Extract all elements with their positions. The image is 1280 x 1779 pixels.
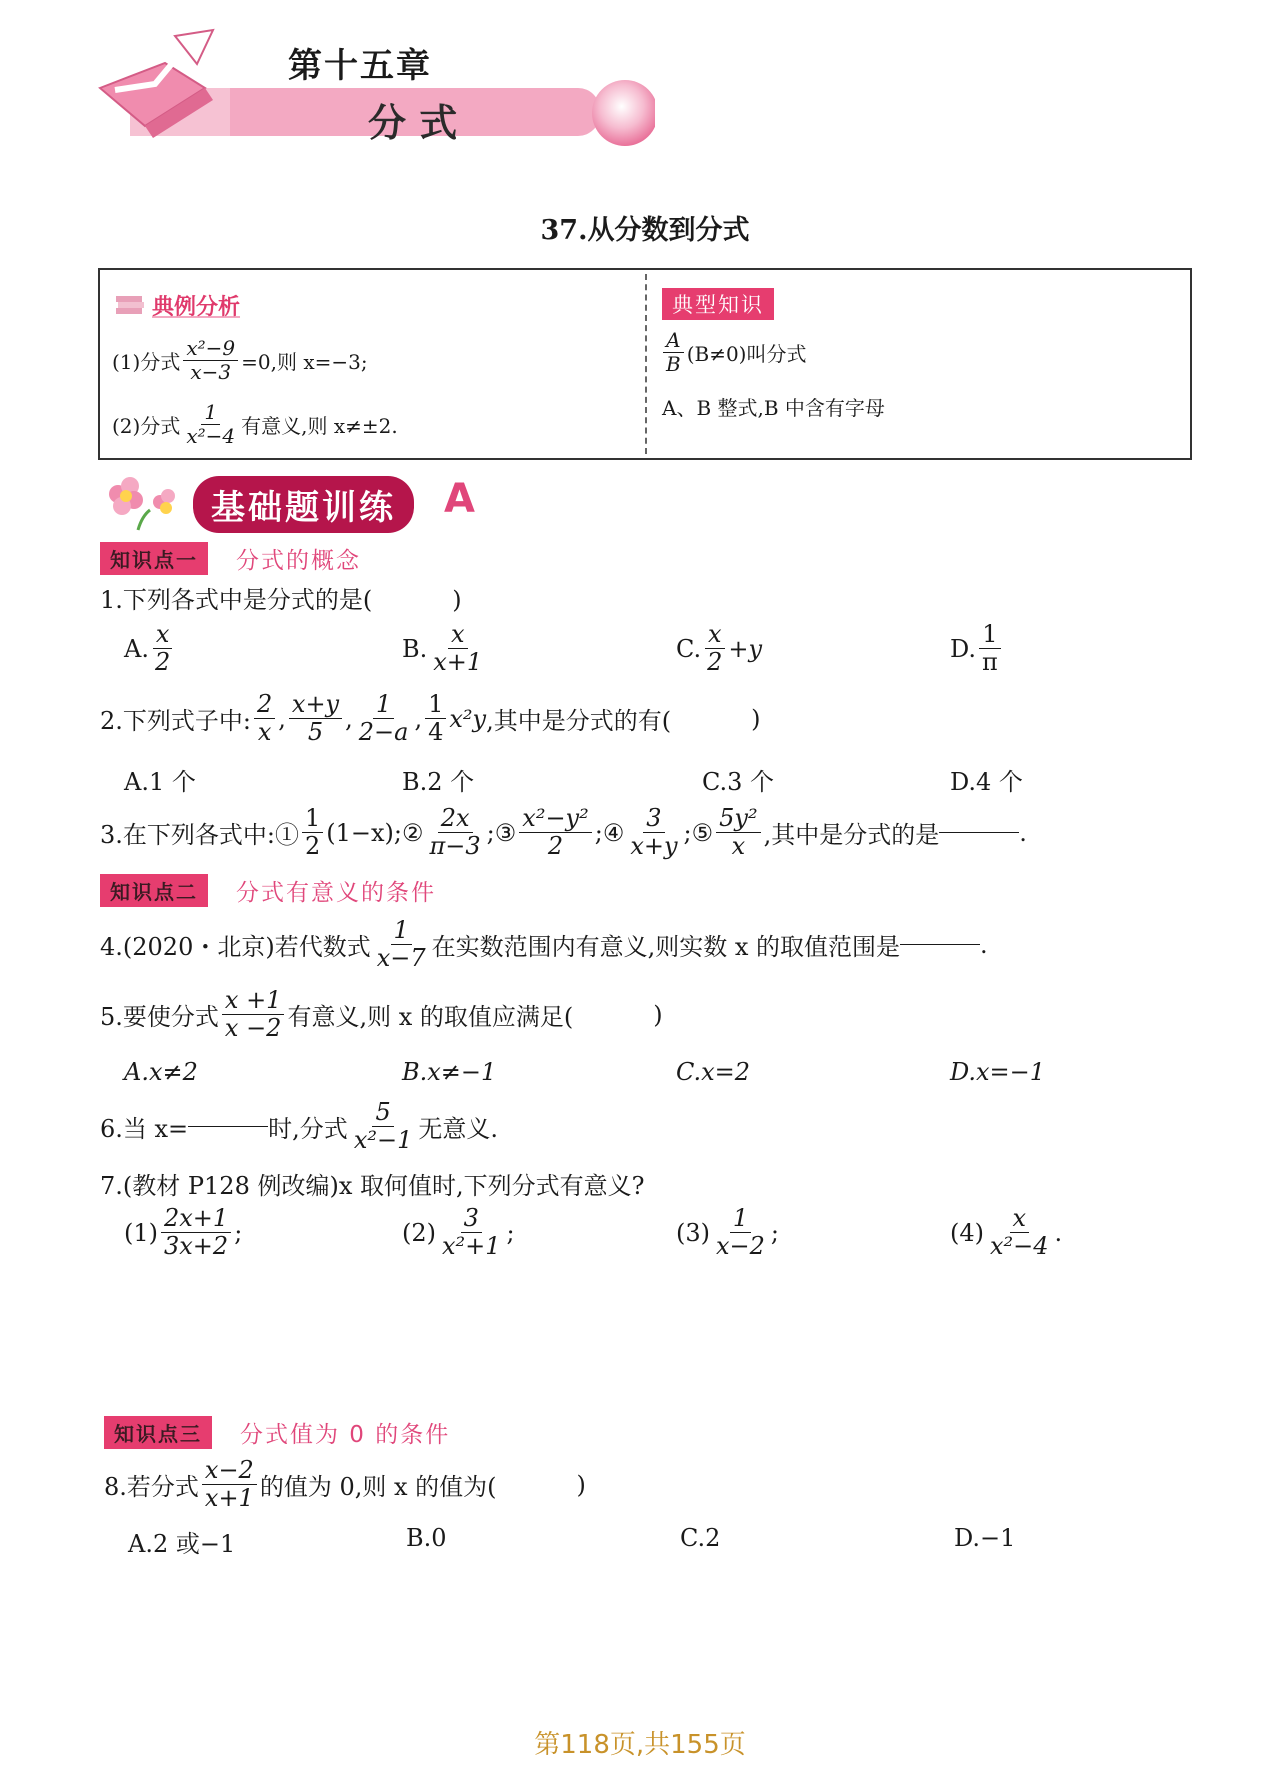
chapter-number: 第十五章 xyxy=(288,46,432,86)
q5-option-d[interactable]: D.x=−1 xyxy=(950,1058,1046,1086)
book-icon xyxy=(114,294,146,320)
page-indicator: 第118页,共155页 xyxy=(534,1730,746,1760)
q2-option-a[interactable]: A.1 个 xyxy=(124,768,196,796)
section-3-title: 分式值为 0 的条件 xyxy=(240,1422,451,1448)
section-3-header xyxy=(104,1416,450,1449)
q1-option-d[interactable]: D. $\frac{1}{\pi}$ xyxy=(950,622,1004,675)
q7-part-4: (4) $\frac{x}{\text{x²−4}}$ . xyxy=(950,1204,1063,1261)
q2-option-c[interactable]: C.3 个 xyxy=(702,768,775,796)
example-1-fraction: $\frac{\text{x²−9}}{x-3}$ xyxy=(183,338,238,383)
q8-option-b[interactable]: B.0 xyxy=(406,1524,447,1552)
section-2-tag: 知识点二 xyxy=(100,874,208,907)
q8-option-c[interactable]: C.2 xyxy=(680,1524,721,1552)
question-4-stem: 4.(2020・北京)若代数式 $\frac{1}{x-7}$ 在实数范围内有意义,则实数 x 的取值范围是 . xyxy=(100,916,988,973)
example-1: (1)分式 $\frac{\text{x²−9}}{x-3}$ =0,则 x=−3; xyxy=(112,336,368,384)
question-7-stem: 7.(教材 P128 例改编)x 取何值时,下列分式有意义? xyxy=(100,1172,645,1200)
q7-part-2: (2) $\frac{3}{\text{x²+1}}$ ; xyxy=(402,1204,515,1261)
knowledge-1: $\frac{A}{B}$ (B≠0)叫分式 xyxy=(660,330,807,375)
section-3-tag: 知识点三 xyxy=(104,1416,212,1449)
q8-option-a[interactable]: A.2 或−1 xyxy=(128,1530,236,1558)
q2-option-d[interactable]: D.4 个 xyxy=(950,768,1023,796)
q4-answer-blank[interactable] xyxy=(900,944,980,945)
section-2-header xyxy=(100,874,436,907)
q6-answer-blank[interactable] xyxy=(188,1126,268,1127)
question-8-stem: 8.若分式 $\frac{x-2}{x+1}$ 的值为 0,则 x 的值为( ) xyxy=(104,1456,586,1513)
knowledge-heading: 典型知识 xyxy=(662,288,774,320)
flower-icon xyxy=(98,472,188,536)
question-6-stem: 6.当 x= 时,分式 $\frac{5}{\text{x²−1}}$ 无意义. xyxy=(100,1098,498,1155)
q1-option-a[interactable]: A. $\frac{x}{2}$ xyxy=(124,622,176,675)
q5-option-b[interactable]: B.x≠−1 xyxy=(402,1058,497,1086)
q5-option-a[interactable]: A.x≠2 xyxy=(124,1058,198,1086)
question-2-stem: 2.下列式子中: $\frac{2}{x}$ , $\frac{x+y}{5}$ , $\frac{1}{2-a}$ , $\frac{1}{4}$ x²y ,其中是分式的有( ) xyxy=(100,690,761,747)
question-5-stem: 5.要使分式 $\frac{x +1}{x -2}$ 有意义,则 x 的取值应满足( ) xyxy=(100,986,663,1043)
question-3-stem: 3.在下列各式中:① $\frac{1}{2}$ (1−x);② $\frac{2x}{\pi-3}$ ;③ $\frac{\text{x²−y²}}{2}$ ;④ $\frac{3}{x+y}$ ;⑤ $\frac{\text{5y²}}{x}$ ,其中是分式的是 . xyxy=(100,804,1027,861)
example-heading: 典例分析 xyxy=(152,295,241,320)
q2-option-b[interactable]: B.2 个 xyxy=(402,768,475,796)
q5-option-c[interactable]: C.x=2 xyxy=(676,1058,751,1086)
section-1-header xyxy=(100,542,361,575)
q1-option-b[interactable]: B. $\frac{x}{x+1}$ xyxy=(402,620,483,677)
section-2-title: 分式有意义的条件 xyxy=(236,880,436,906)
training-title: 基础题训练 xyxy=(193,476,414,533)
training-letter: A xyxy=(444,476,475,522)
example-box xyxy=(98,268,1192,460)
example-2-fraction: $\frac{1}{\text{x²−4}}$ xyxy=(186,400,236,448)
example-2: (2)分式 $\frac{1}{\text{x²−4}}$ 有意义,则 x≠±2. xyxy=(112,400,398,448)
q1-option-c[interactable]: C. $\frac{x}{2}$ +y xyxy=(676,620,763,677)
chapter-title: 分 式 xyxy=(368,101,458,145)
question-1-stem: 1.下列各式中是分式的是( ) xyxy=(100,586,462,614)
section-1-title: 分式的概念 xyxy=(236,548,361,574)
q3-answer-blank[interactable] xyxy=(939,832,1019,833)
knowledge-2: A、B 整式,B 中含有字母 xyxy=(662,396,885,420)
q7-part-1: (1) $\frac{2x+1}{3x+2}$ ; xyxy=(124,1204,243,1261)
knowledge-fraction: $\frac{A}{B}$ xyxy=(663,330,684,375)
section-1-tag: 知识点一 xyxy=(100,542,208,575)
box-divider xyxy=(645,274,647,454)
q7-part-3: (3) $\frac{1}{x-2}$ ; xyxy=(676,1204,780,1261)
lesson-title: 37.从分数到分式 xyxy=(540,215,750,246)
q8-option-d[interactable]: D.−1 xyxy=(954,1524,1016,1552)
